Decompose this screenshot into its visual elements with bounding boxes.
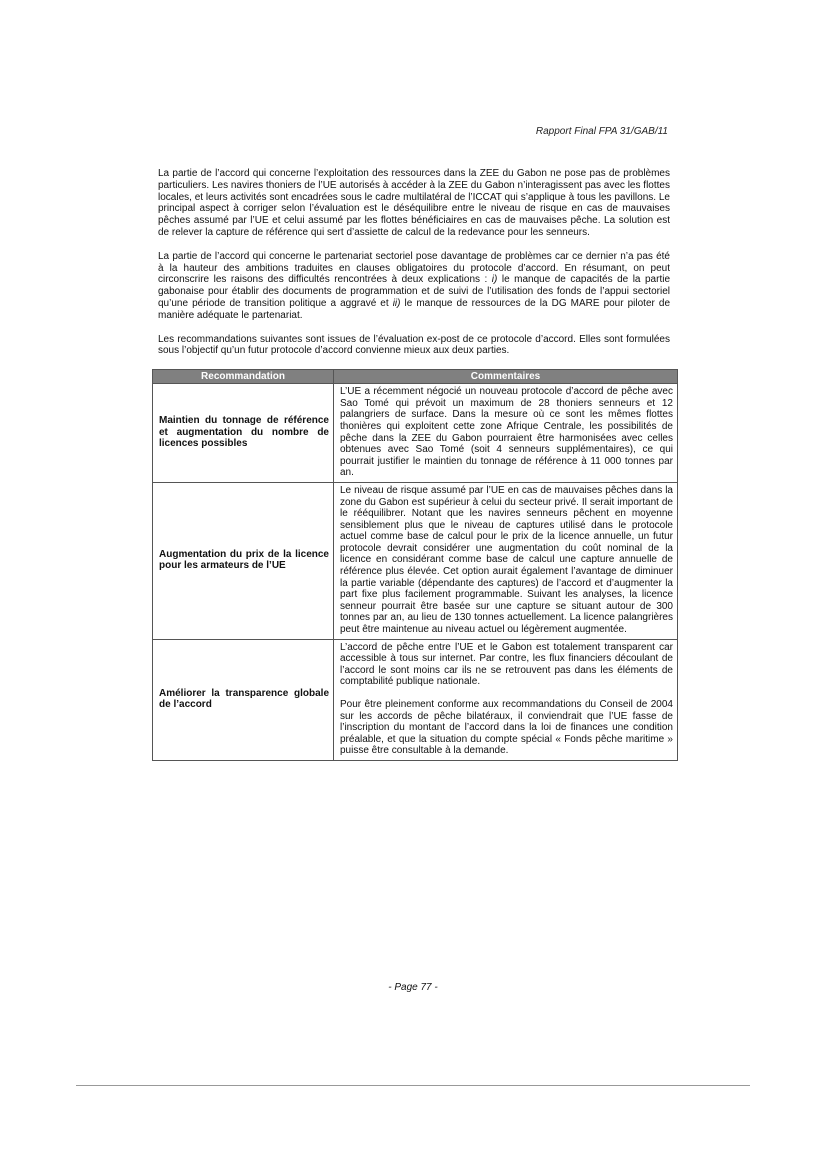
table-header-row xyxy=(153,370,678,384)
paragraph-exploitation: La partie de l’accord qui concerne l’exploitation des ressources dans la ZEE du Gabon ne pose pas de problèmes particuliers. Les navires thoniers de l’UE autorisés à accéder à la ZEE du Gabon n’interagissent pas avec les flottes locales, et leurs activités sont encadrées sous le cadre multilatéral de l’ICCAT qui s’applique à tous les pavillons. Le principal aspect à corriger selon l’évaluation est le déséquilibre entre le niveau de risque en cas de mauvaises pêches assumé par l’UE et celui assumé par les flottes bénéficiaires en cas de mauvaises pêche. La solution est de relever la capture de référence qui sert d’assiette de calcul de la redevance pour les senneurs. xyxy=(158,168,670,238)
comment-cell xyxy=(334,639,678,760)
paragraph-partenariat-text-1: La partie de l’accord qui concerne le partenariat sectoriel pose davantage de problèmes car ce dernier n’a pas été à la hauteur des ambitions traduites en clauses obligatoires du protocole d’accord. En résumant, on peut circonscrire les raisons des difficultés rencontrées à deux explications : xyxy=(158,250,670,286)
comment-paragraph: Le niveau de risque assumé par l’UE en cas de mauvaises pêches dans la zone du Gabon est supérieur à celui du secteur privé. Il serait important de le rééquilibrer. Notant que les navires senneurs pêchent en moyenne sensiblement plus que le niveau de captures utilisé dans le protocole actuel comme base de calcul pour le prix de la licence annuelle, un futur protocole devrait considérer une augmentation du coût nominal de la licence en considérant comme base de calcul une capture annuelle de référence plus élevée. Cet option aurait également l’avantage de diminuer la partie variable (dépendante des captures) de l’accord et d’augmenter la part fixe plus facilement programmable. Suivant les analyses, la licence senneur pourrait être basée sur une capture se situant autour de 300 tonnes par an, au lieu de 130 tonnes actuellement. La licence palangrières peut être maintenue au niveau actuel ou légèrement augmentée. xyxy=(340,484,673,636)
recommendation-cell: Améliorer la transparence globale de l’accord xyxy=(153,639,334,760)
page-number: - Page 77 - xyxy=(388,982,438,993)
list-marker-ii: ii) xyxy=(392,297,401,309)
recommendations-table xyxy=(152,369,678,761)
paragraph-partenariat xyxy=(158,251,670,322)
comment-cell xyxy=(334,384,678,483)
paragraph-partenariat-text-3: le manque de ressources de la DG MARE pour piloter de manière adéquate le partenariat. xyxy=(158,297,671,321)
comment-paragraph: L’UE a récemment négocié un nouveau protocole d’accord de pêche avec Sao Tomé qui prévoit un maximum de 28 thoniers senneurs et 12 palangriers de surface. Dans la mesure où ce sont les mêmes flottes thonières qui exploitent cette zone Afrique Centrale, les possibilités de pêche dans la ZEE du Gabon pourraient être harmonisées avec celles obtenues avec Sao Tomé (soit 4 senneurs supplémentaires), ce qui pourrait justifier le maintien du tonnage de référence à 11 000 tonnes par an. xyxy=(340,386,673,479)
table-row xyxy=(153,384,678,483)
table-row xyxy=(153,639,678,760)
paragraph-recommandations-intro: Les recommandations suivantes sont issues de l’évaluation ex-post de ce protocole d’accord. Elles sont formulées sous l’objectif qu’un futur protocole d’accord convienne mieux aux deux parties. xyxy=(158,333,670,357)
recommendation-cell: Augmentation du prix de la licence pour les armateurs de l’UE xyxy=(153,482,334,639)
column-header-commentaires: Commentaires xyxy=(334,370,678,384)
running-header: Rapport Final FPA 31/GAB/11 xyxy=(535,126,668,137)
document-body xyxy=(158,168,673,761)
comment-cell xyxy=(334,482,678,639)
recommendation-cell: Maintien du tonnage de référence et augmentation du nombre de licences possibles xyxy=(153,384,334,483)
footer-divider xyxy=(76,1085,750,1086)
comment-paragraph: Pour être pleinement conforme aux recommandations du Conseil de 2004 sur les accords de pêche bilatéraux, il conviendrait que l’UE fasse de l’inscription du montant de l’accord dans la loi de finances une condition préalable, et que la situation du compte spécial « Fonds pêche maritime » puisse être consultable à la demande. xyxy=(340,699,673,757)
paragraph-partenariat-text-2: le manque de capacités de la partie gabonaise pour établir des documents de programmation et de suivi de l’utilisation des fonds de l’appui sectoriel qu’une période de transition politique a aggravé et xyxy=(158,274,671,309)
table-row xyxy=(153,482,678,639)
column-header-recommandation: Recommandation xyxy=(153,370,334,384)
comment-paragraph: L’accord de pêche entre l’UE et le Gabon est totalement transparent car accessible à tous sur internet. Par contre, les flux financiers découlant de l’accord le sont moins car ils ne se retrouvent pas dans les éléments de comptabilité publique nationale. xyxy=(340,641,673,688)
list-marker-i: i) xyxy=(491,274,498,286)
